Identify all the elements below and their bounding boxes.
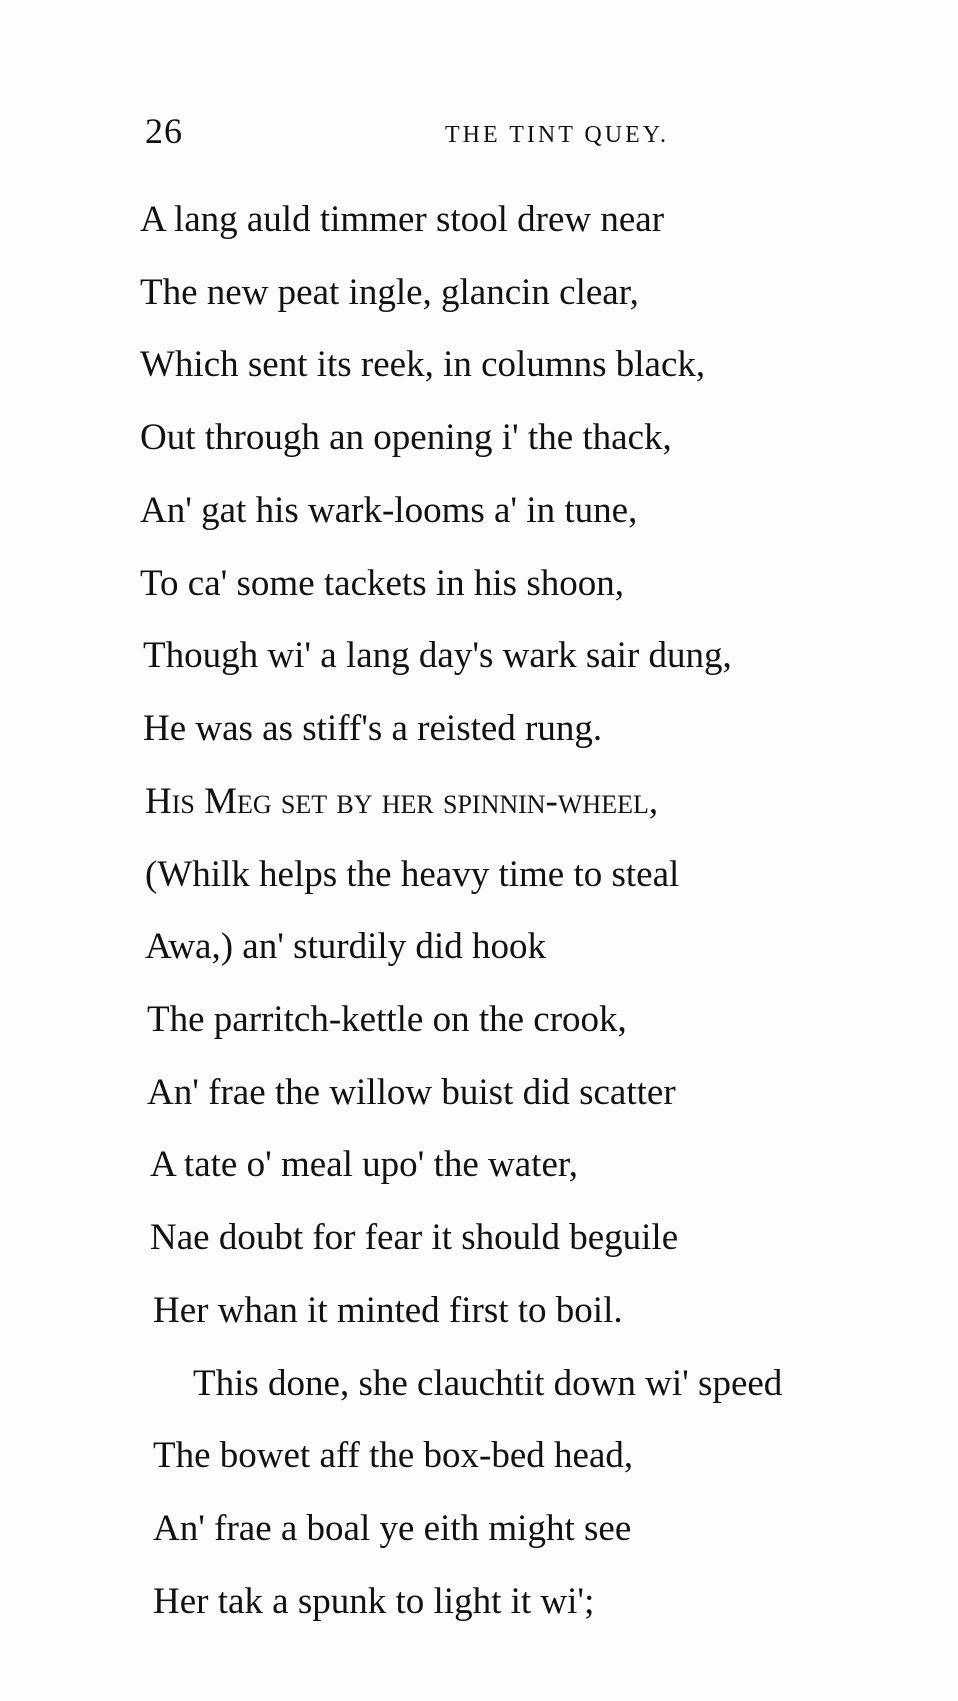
running-title: THE TINT QUEY. <box>445 122 669 148</box>
poem-line: Her tak a spunk to light it wi'; <box>153 1581 595 1622</box>
poem-line: An' gat his wark-looms a' in tune, <box>140 490 638 531</box>
poem-line: Which sent its reek, in columns black, <box>140 344 706 385</box>
poem-line-indented: This done, she clauchtit down wi' speed <box>193 1363 783 1404</box>
poem-line: The new peat ingle, glancin clear, <box>140 272 639 313</box>
poem-line: A tate o' meal upo' the water, <box>150 1144 578 1185</box>
poem-line: (Whilk helps the heavy time to steal <box>145 854 680 895</box>
poem-line: A lang auld timmer stool drew near <box>140 199 665 240</box>
poem-line: Out through an opening i' the thack, <box>140 417 672 458</box>
page-header <box>145 110 785 160</box>
poem-line: His Meg set by her spinnin-wheel, <box>145 781 659 822</box>
poem-line: Awa,) an' sturdily did hook <box>145 926 546 967</box>
poem-line: To ca' some tackets in his shoon, <box>140 563 624 604</box>
poem-line: Her whan it minted first to boil. <box>153 1290 623 1331</box>
poem-line: An' frae the willow buist did scatter <box>147 1072 676 1113</box>
poem-line: He was as stiff's a reisted rung. <box>143 708 603 749</box>
poem-line: The bowet aff the box-bed head, <box>153 1435 634 1476</box>
poem-line: Nae doubt for fear it should beguile <box>150 1217 679 1258</box>
poem-line: The parritch-kettle on the crook, <box>147 999 627 1040</box>
poem-line: An' frae a boal ye eith might see <box>153 1508 632 1549</box>
poem-line: Though wi' a lang day's wark sair dung, <box>143 635 732 676</box>
page-number: 26 <box>145 111 183 151</box>
